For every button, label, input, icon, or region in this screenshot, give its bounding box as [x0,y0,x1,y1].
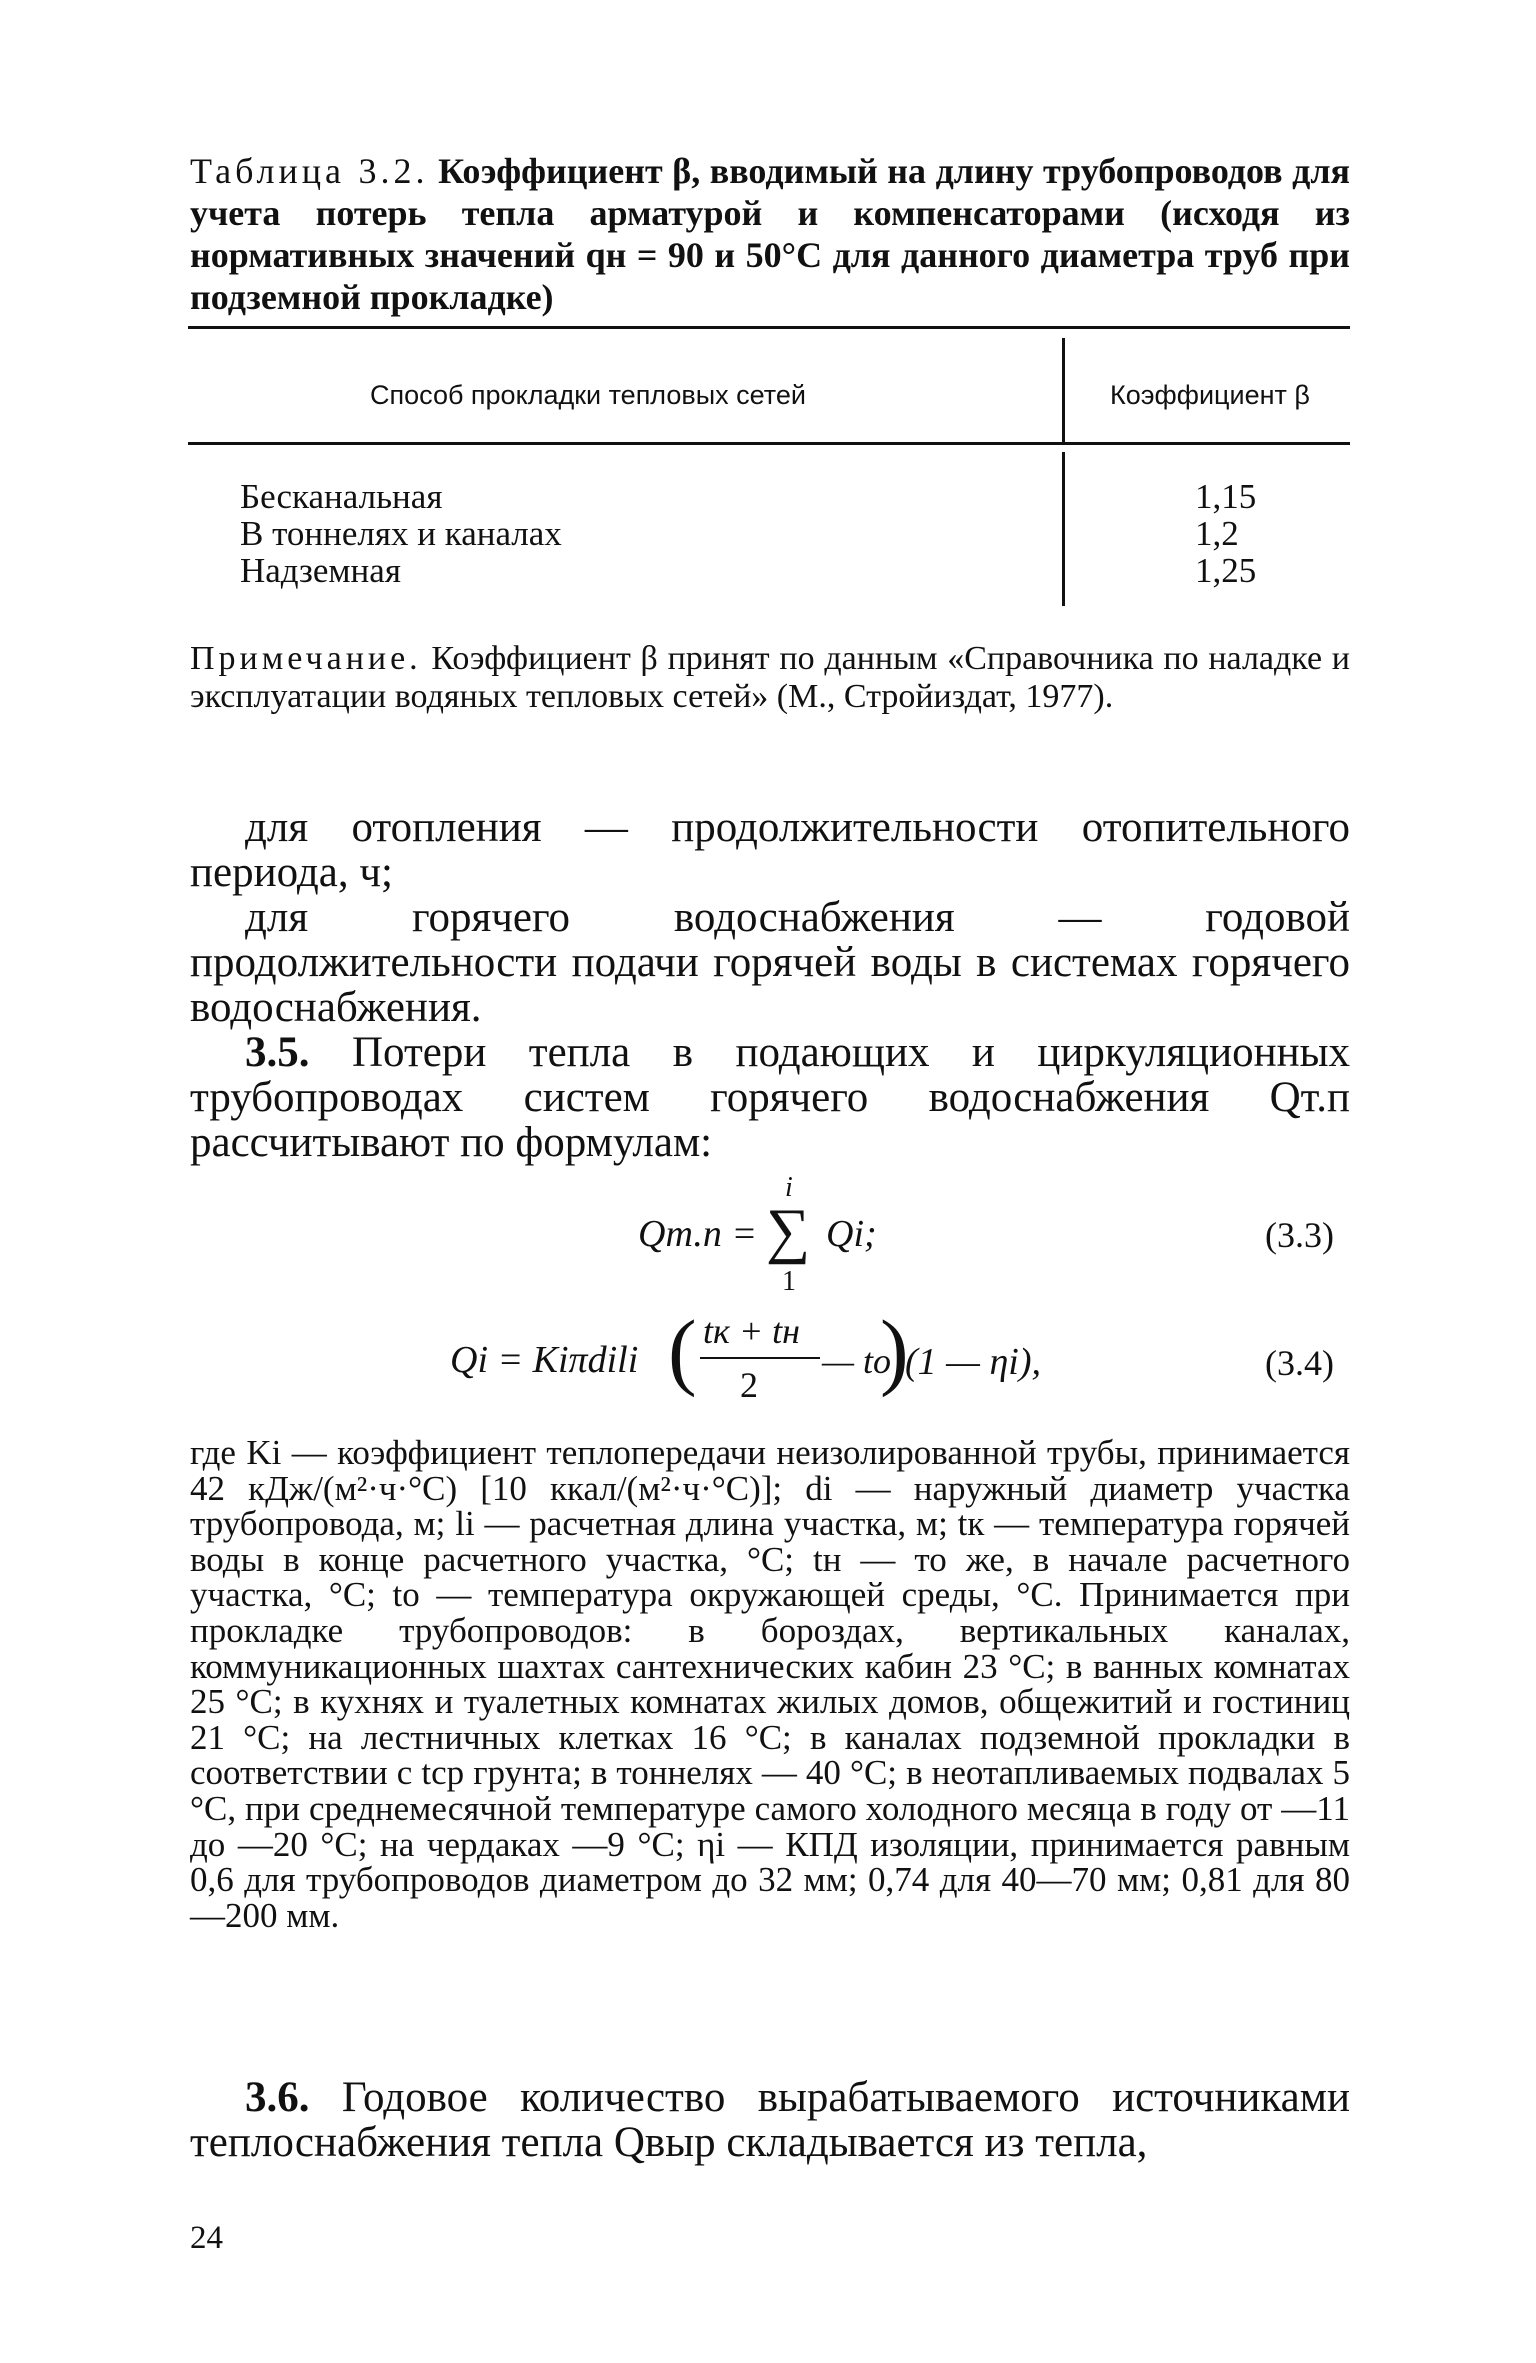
page-number: 24 [190,2220,223,2256]
formula-3-3-sum-bottom: 1 [782,1266,796,1297]
table-row [240,552,1300,589]
table-top-rule [188,326,1350,329]
table-body [240,478,1300,589]
section-number-3-5: 3.5. [245,1029,310,1076]
table-cell-coef: 1,25 [1195,551,1257,590]
formula-3-4-denominator: 2 [740,1365,758,1405]
right-paren-icon: ) [880,1302,909,1398]
table-cell-method: Надземная [240,551,401,590]
paragraph-3-5 [190,1030,1350,1165]
formula-3-3-sum-top: i [785,1172,793,1203]
table-cell-method: В тоннелях и каналах [240,514,562,553]
equation-number-3-4: (3.4) [1265,1343,1334,1383]
paragraph-3-6-text: Годовое количество вырабатываемого источниками теплоснабжения тепла Qвыр складывается из тепла, [190,2074,1350,2166]
equation-number-3-3: (3.3) [1265,1215,1334,1255]
paragraph-3-6 [190,2075,1350,2165]
section-number-3-6: 3.6. [245,2074,310,2121]
table-row [240,515,1300,552]
paragraph-hot-water: для горячего водоснабжения — годовой продолжительности подачи горячей воды в системах горячего водоснабжения. [190,894,1350,1031]
note-label: Примечание. [190,640,422,677]
table-caption [190,150,1350,318]
left-paren-icon: ( [668,1302,697,1398]
table-header-rule [188,442,1350,445]
formula-3-4-tail: (1 — ηi), [905,1341,1042,1383]
table-note [190,640,1350,716]
table-header-divider [1062,338,1065,442]
fraction-bar [700,1357,820,1359]
table-header-coef: Коэффициент β [1110,380,1310,410]
paragraph-3-5-text: Потери тепла в подающих и циркуляционных трубопроводах систем горячего водоснабжения Qт.п рассчитывают по формулам: [190,1029,1350,1166]
formula-explanation: где Ki — коэффициент теплопередачи неизолированной трубы, принимается 42 кДж/(м²·ч·°С) [10 ккал/(м²·ч·°С)]; di — наружный диаметр участка трубопровода, м; li — расчетная длина участка, м; tк — температура горячей воды в конце расчетного участка, °С; tн — то же, в начале расчетного участка, °С; to — температура окружающей среды, °С. Принимается при прокладке трубопроводов: в бороздах, вертикальных каналах, коммуникационных шахтах сантехнических кабин 23 °С; в ванных комнатах 25 °С; в кухнях и туалетных комнатах жилых домов, общежитий и гостиниц 21 °С; на лестничных клетках 16 °С; в каналах подземной прокладки в соответствии с tср грунта; в тоннелях — 40 °С; в неотапливаемых подвалах 5 °С, при среднемесячной температуре самого холодного месяца в году от —11 до —20 °С; на чердаках —9 °С; ηi — КПД изоляции, принимается равным 0,6 для трубопроводов диаметром до 32 мм; 0,74 для 40—70 мм; 0,81 для 80—200 мм. [190,1433,1350,1935]
table-caption-label: Таблица 3.2. [190,151,429,191]
table-row [240,478,1300,515]
formula-3-4-numerator: tк + tн [703,1311,800,1351]
note-text: Коэффициент β принят по данным «Справочника по наладке и эксплуатации водяных тепловых сетей» (М., Стройиздат, 1977). [190,640,1350,715]
paragraph-heating: для отопления — продолжительности отопительного периода, ч; [190,804,1350,896]
sum-icon: ∑ [766,1197,811,1265]
table-cell-coef: 1,2 [1195,514,1239,553]
formula-3-4-minus-to: — to [822,1341,892,1381]
formula-3-3-rhs: Qi; [826,1213,877,1255]
table-cell-method: Бесканальная [240,477,443,516]
formula-3-4-lhs: Qi = Kiπdili [450,1339,639,1381]
table-caption-text: Коэффициент β, вводимый на длину трубопроводов для учета потерь тепла арматурой и компенсаторами (исходя из нормативных значений qн = 90 и 50°С для данного диаметра труб при подземной прокладке) [190,151,1350,317]
formula-3-3-lhs: Qт.п = [638,1213,757,1255]
table-header-method: Способ прокладки тепловых сетей [370,380,806,410]
table-cell-coef: 1,15 [1195,477,1257,516]
